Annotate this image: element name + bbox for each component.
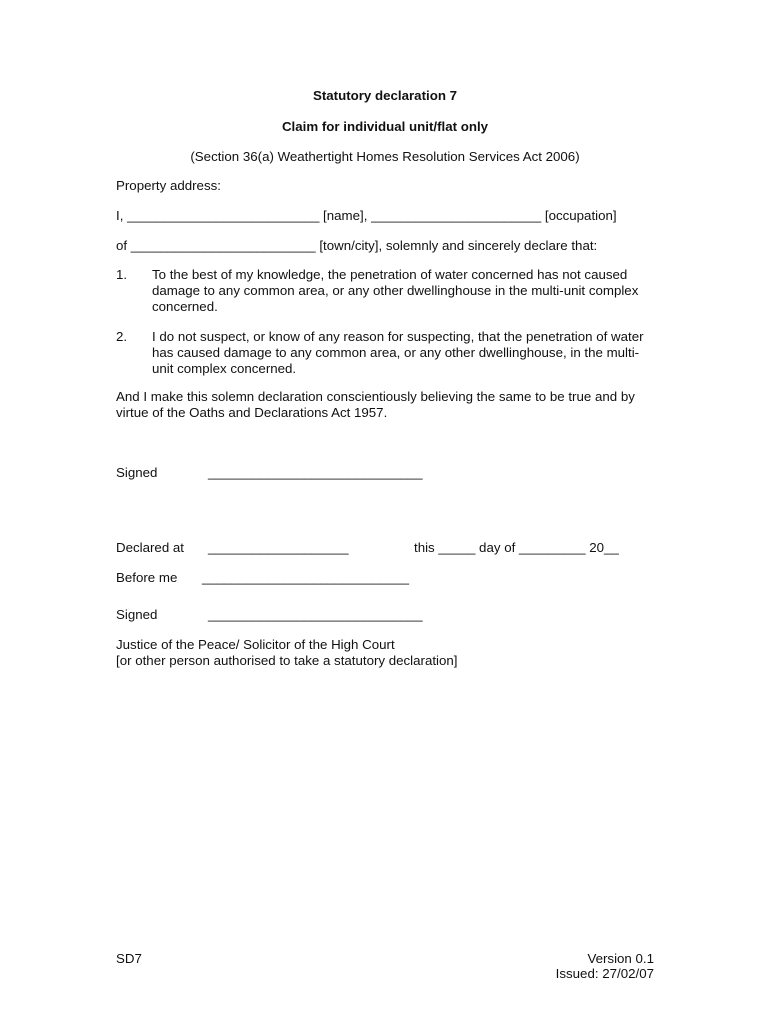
item-number: 2. <box>116 329 128 344</box>
before-me-label: Before me <box>116 570 178 585</box>
before-me-line: ____________________________ <box>202 570 410 585</box>
declared-at-label: Declared at <box>116 540 184 555</box>
declared-at-line: ___________________ <box>208 540 349 555</box>
justice-title-line1: Justice of the Peace/ Solicitor of the High Court <box>116 637 395 652</box>
footer-document-code: SD7 <box>116 951 142 966</box>
declaration-date: this _____ day of _________ 20__ <box>414 540 619 555</box>
item-number: 1. <box>116 267 128 282</box>
document-title: Statutory declaration 7 <box>312 88 458 103</box>
signed-label-2: Signed <box>116 607 158 622</box>
footer-version: Version 0.1 <box>587 951 654 966</box>
signature-line: _____________________________ <box>208 465 423 480</box>
closing-statement: And I make this solemn declaration conscientiously believing the same to be true and by virtue of the Oaths and Declarations Act 1957. <box>116 389 635 420</box>
justice-title-line2: [or other person authorised to take a statutory declaration] <box>116 653 458 668</box>
signed-label: Signed <box>116 465 158 480</box>
footer-issued-date: Issued: 27/02/07 <box>555 966 654 981</box>
item-text: To the best of my knowledge, the penetration of water concerned has not caused damage to any common area, or any other dwellinghouse in the multi-unit complex concerned. <box>152 267 639 314</box>
town-city-line: of _________________________ [town/city], solemnly and sincerely declare that: <box>116 238 598 253</box>
name-occupation-line: I, __________________________ [name], _______________________ [occupation] <box>116 208 617 223</box>
section-reference: (Section 36(a) Weathertight Homes Resolution Services Act 2006) <box>190 149 580 164</box>
property-address-label: Property address: <box>116 178 221 193</box>
signature-line-2: _____________________________ <box>208 607 423 622</box>
document-subtitle: Claim for individual unit/flat only <box>281 119 489 134</box>
item-text: I do not suspect, or know of any reason for suspecting, that the penetration of water has caused damage to any common area, or any other dwellinghouse, in the multi-unit complex concerned. <box>152 329 644 376</box>
